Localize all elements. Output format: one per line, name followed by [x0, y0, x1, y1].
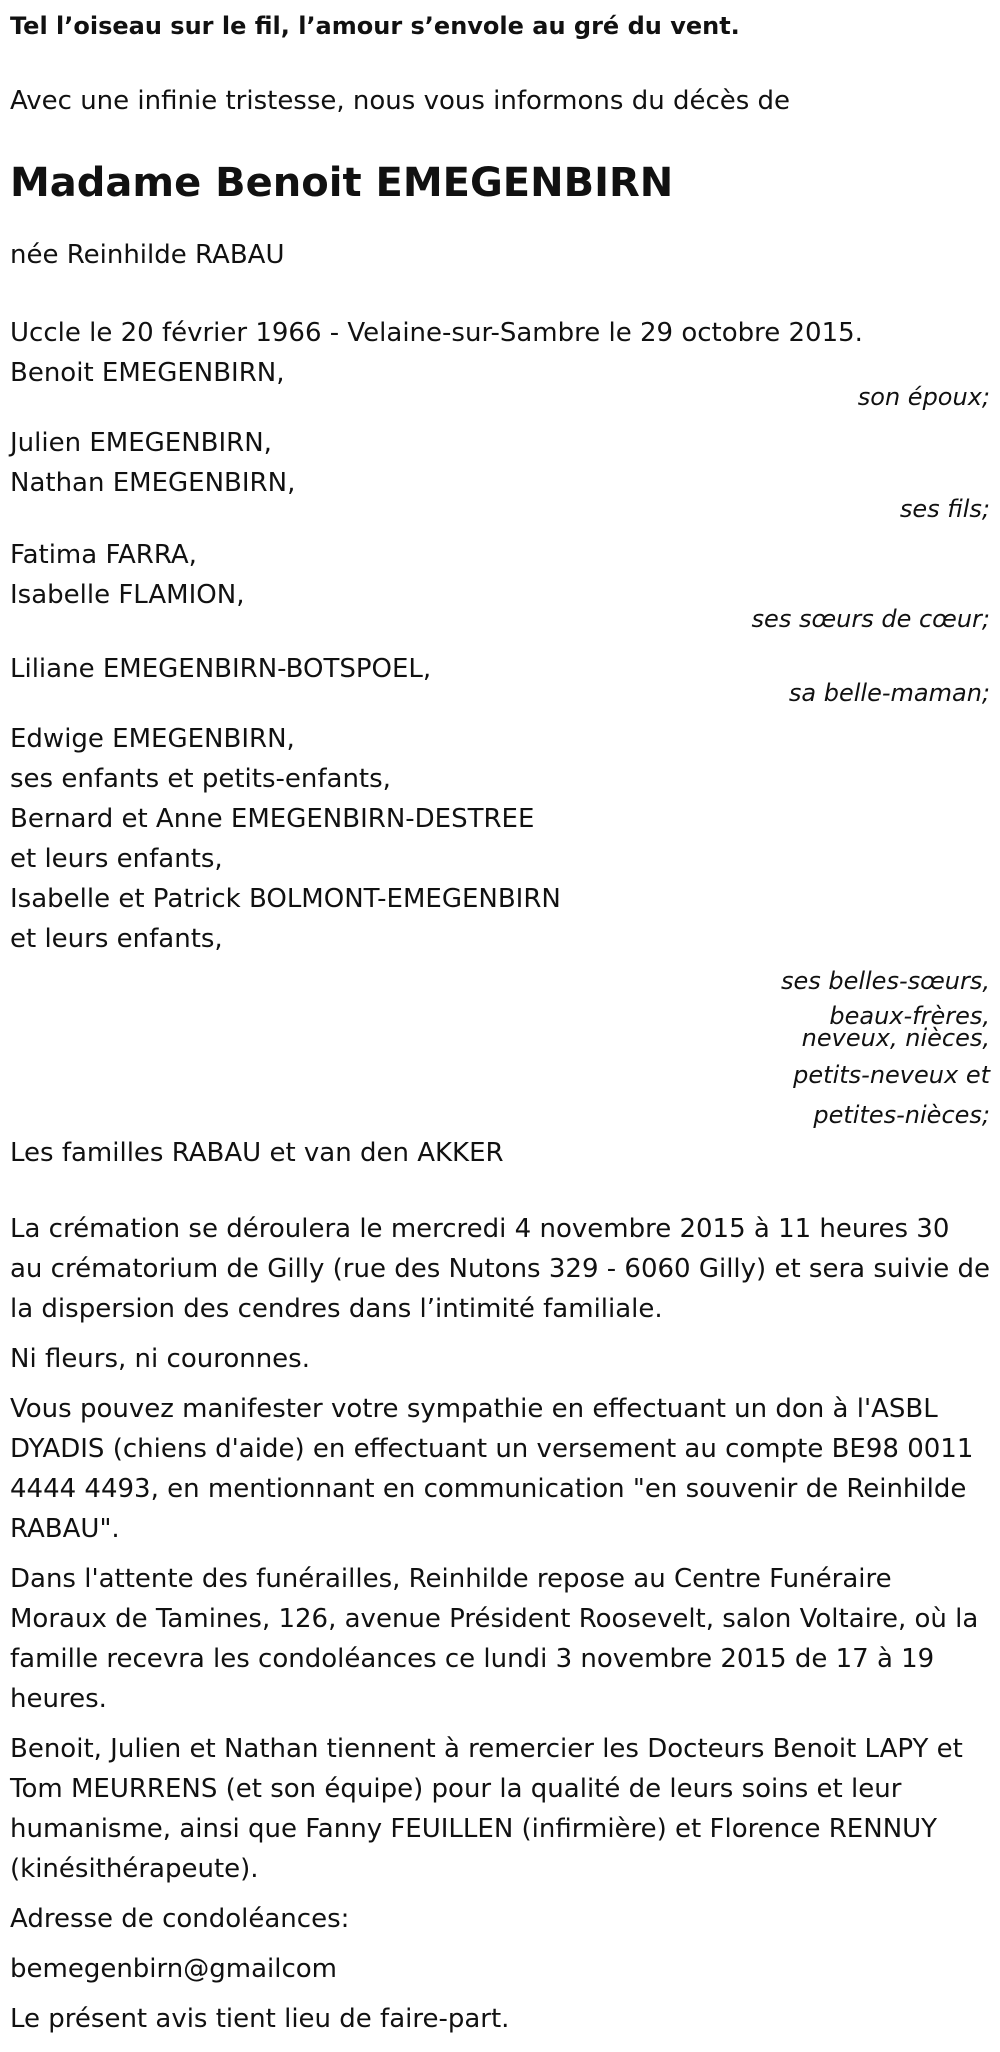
family-role: ses fils;: [899, 495, 990, 523]
family-member: et leurs enfants,: [10, 844, 223, 874]
family-member: ses enfants et petits-enfants,: [10, 764, 391, 794]
family-member: Bernard et Anne EMEGENBIRN-DESTREE: [10, 804, 535, 834]
closing-line: Le présent avis tient lieu de faire-part.: [10, 2004, 510, 2034]
family-role: petites-nièces;: [813, 1101, 990, 1129]
family-role: ses sœurs de cœur;: [751, 605, 990, 633]
cremation-paragraph: La crémation se déroulera le mercredi 4 novembre 2015 à 11 heures 30 au crématorium de Gilly (rue des Nutons 329 - 6060 Gilly) et sera suivie de la dispersion des cendres dans l’intimité familiale.: [10, 1214, 990, 1324]
family-role: son époux;: [857, 383, 990, 411]
family-role: petits-neveux et: [793, 1061, 990, 1089]
obituary-notice: [0, 9, 1000, 2052]
donation-paragraph: Vous pouvez manifester votre sympathie en effectuant un don à l'ASBL DYADIS (chiens d'aide) en effectuant un versement au compte BE98 0011 4444 4493, en mentionnant en communication "en souvenir de Reinhilde RABAU".: [10, 1394, 974, 1544]
family-member: et leurs enfants,: [10, 924, 223, 954]
birth-name: née Reinhilde RABAU: [10, 240, 285, 270]
family-member: Nathan EMEGENBIRN,: [10, 468, 296, 498]
family-member: Liliane EMEGENBIRN-BOTSPOEL,: [10, 654, 432, 684]
family-member: Fatima FARRA,: [10, 540, 197, 570]
no-flowers-line: Ni fleurs, ni couronnes.: [10, 1344, 310, 1374]
family-list: [10, 353, 990, 1173]
family-role: neveux, nièces,: [801, 1024, 990, 1052]
family-role: beaux-frères,: [829, 1002, 990, 1030]
family-role: ses belles-sœurs,: [780, 967, 990, 995]
family-role: sa belle-maman;: [788, 679, 990, 707]
family-member: Isabelle et Patrick BOLMONT-EMEGENBIRN: [10, 884, 561, 914]
dates-line: Uccle le 20 février 1966 - Velaine-sur-Sambre le 29 octobre 2015.: [10, 318, 863, 348]
family-member: Edwige EMEGENBIRN,: [10, 724, 295, 754]
thanks-paragraph: Benoit, Julien et Nathan tiennent à remercier les Docteurs Benoit LAPY et Tom MEURRENS (et son équipe) pour la qualité de leurs soins et leur humanisme, ainsi que Fanny FEUILLEN (infirmière) et Florence RENNUY (kinésithérapeute).: [10, 1734, 963, 1884]
families-line: Les familles RABAU et van den AKKER: [10, 1138, 504, 1168]
family-member: Isabelle FLAMION,: [10, 580, 245, 610]
condolences-label: Adresse de condoléances:: [10, 1904, 350, 1934]
deceased-name: Madame Benoit EMEGENBIRN: [10, 160, 674, 206]
family-member: Julien EMEGENBIRN,: [10, 428, 272, 458]
intro-text: Avec une infinie tristesse, nous vous informons du décès de: [10, 86, 791, 116]
motto: Tel l’oiseau sur le fil, l’amour s’envole au gré du vent.: [10, 12, 740, 40]
visitation-paragraph: Dans l'attente des funérailles, Reinhilde repose au Centre Funéraire Moraux de Tamines, 126, avenue Président Roosevelt, salon Voltaire, où la famille recevra les condoléances ce lundi 3 novembre 2015 de 17 à 19 heures.: [10, 1564, 979, 1714]
family-member: Benoit EMEGENBIRN,: [10, 358, 285, 388]
condolences-email: bemegenbirn@gmailcom: [10, 1954, 337, 1984]
